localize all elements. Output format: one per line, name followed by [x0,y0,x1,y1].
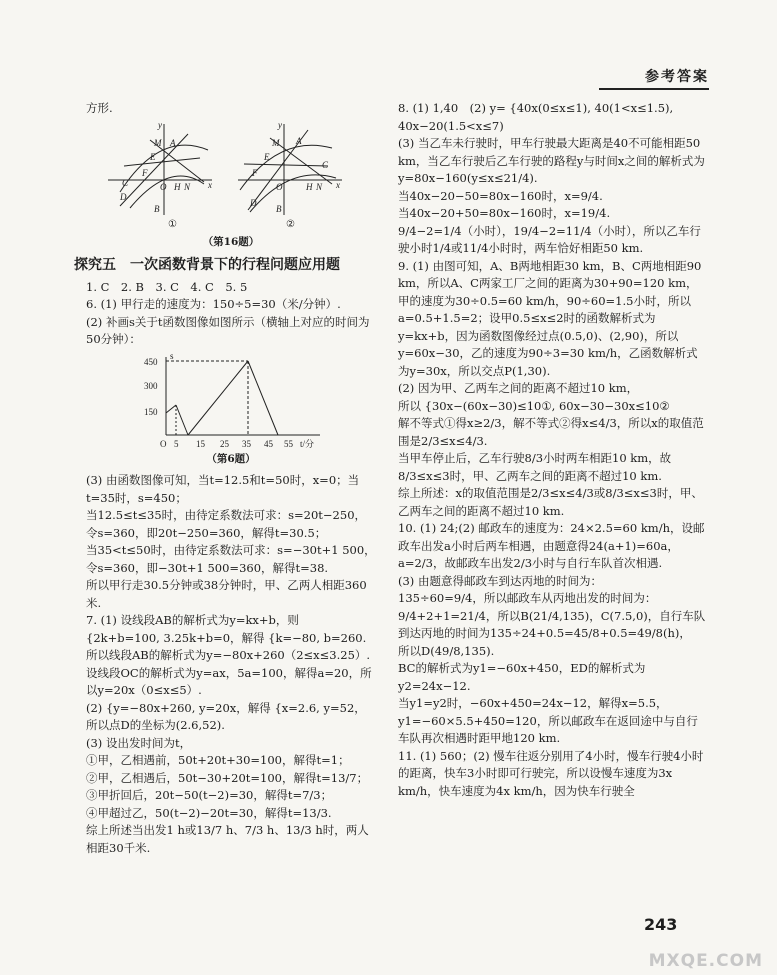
q6-part1: 6. (1) 甲行走的速度为：150÷5=30（米/分钟）. [86,297,341,311]
q10-times: 135÷60=9/4，所以邮政车从丙地出发的时间为：9/4+2+1=21/4，所以B(21/4,135)，C(7.5,0)，自行车队到达丙地的时间为135÷24+0.5=45/8+0.5=49/8(h)， [398,591,706,640]
running-header: 参考答案 [645,69,709,85]
fig16-caption: （第16题） [202,235,260,248]
x-tick-55: 55 [284,438,293,449]
q8-eq1: 当40x−20−50=80x−160时，x=9/4. [398,188,603,203]
x-tick-15: 15 [196,438,205,449]
q9-part1: 9. (1) 由图可知，A、B两地相距30 km，B、C两地相距90 km，所以A、C两家工厂之间的距离为30+90=120 km，甲的速度为30÷0.5=60 km/h，90÷60=1.5小时，所以a=0.5+1.5=2；设甲0.5≤x≤2时的函数解析式为y=kx+b，因为函数图像经过点(0.5,0)、(2,90)，所以y=60x−30，乙的速度为90÷3=30 km/h，乙函数解析式为y=30x，所以交点P(1,30). [398,258,702,378]
q7-oc-line: 设线段OC的解析式为y=ax，5a=100，解得a=20，所以y=20x（0≤x≤5）. [86,665,372,697]
svg-text:x: x [208,179,212,190]
svg-text:y: y [278,119,282,130]
svg-text:D: D [250,197,257,208]
fig16-sub1: ① [168,218,177,230]
q9-system: 所以 {30x−(60x−30)≤10①, 60x−30−30x≤10② [398,398,670,413]
svg-text:A: A [296,135,302,146]
q6-conclusion: 所以甲行走30.5分钟或38分钟时，甲、乙两人相距360米. [86,578,367,610]
answers-1-5: 1. C 2. B 3. C 4. C 5. 5 [86,279,248,294]
y-tick-450: 450 [144,356,158,367]
q7-case3: ③甲折回后，20t−50(t−2)=30，解得t=7/3； [86,788,333,802]
fig16-sub2: ② [286,218,295,230]
svg-text:y: y [158,119,162,130]
svg-text:H: H [174,181,181,192]
x-axis-unit: t/分 [300,438,315,449]
q7-part3: (3) 设出发时间为t， [86,735,192,750]
y-tick-150: 150 [144,406,158,417]
q8-part3: (3) 当乙车未行驶时，甲车行驶最大距离是40不可能相距50 km，当乙车行驶后乙车行驶的路程y与时间x之间的解析式为y=80x−160(y≤x≤21/4). [398,136,705,185]
q9-inequalities: 解不等式①得x≥2/3，解不等式②得x≤4/3，所以x的取值范围是2/3≤x≤4/3. [398,416,704,448]
x-tick-o: O [160,438,167,449]
q10-part3: (3) 由题意得邮政车到达丙地的时间为： [398,573,602,588]
svg-text:O: O [276,181,283,192]
x-tick-45: 45 [264,438,273,449]
q6-part3-case2: 当35<t≤50时，由待定系数法可求：s=−30t+1 500，令s=360，即−30t+1 500=360，解得t=38. [86,543,376,575]
q10-conclusion: 当y1=y2时，−60x+450=24x−12，解得x=5.5，y1=−60×5.5+450=120，所以邮政车在返回途中与自行车队再次相遇时距甲地120 km. [398,696,698,745]
right-column [398,100,708,800]
q8-eq2: 当40x−20+50=80x−160时，x=19/4. [398,206,611,220]
q7-case2: ②甲，乙相遇后，50t−30+20t=100，解得t=13/7； [86,770,369,785]
y-axis-unit: s [170,352,174,361]
q7-ab-line: 所以线段AB的解析式为y=−80x+260（2≤x≤3.25）. [86,648,371,662]
svg-text:E: E [150,151,156,162]
header-rule [599,88,709,90]
q7-case1: ①甲，乙相遇前，50t+20t+30=100，解得t=1； [86,753,350,767]
fangxing-text: 方形. [86,101,113,115]
watermark: MXQE.COM [648,951,763,971]
q10-part1-2: 10. (1) 24;(2) 邮政车的速度为：24×2.5=60 km/h，设邮政车出发a小时后两车相遇，由题意得24(a+1)=60a，a=2/3，故邮政车出发2/3小时与自行车队首次相遇. [398,521,705,570]
svg-text:D: D [120,191,127,202]
x-tick-35: 35 [242,438,251,449]
svg-text:F: F [252,167,258,178]
q6-part2: (2) 补画s关于t函数图像如图所示（横轴上对应的时间为50分钟）： [86,314,370,346]
left-column [74,100,376,857]
q9-after-stop: 当甲车停止后，乙车行驶8/3小时两车相距10 km，故8/3≤x≤3时，甲、乙两车之间的距离不超过10 km. [398,451,672,483]
q9-conclusion: 综上所述：x的取值范围是2/3≤x≤4/3或8/3≤x≤3时，甲、乙两车之间的距离不超过10 km. [398,486,703,518]
q7-part1: 7. (1) 设线段AB的解析式为y=kx+b，则 {2k+b=100, 3.25k+b=0，解得 {k=−80, b=260. [86,613,367,645]
svg-text:O: O [160,181,167,192]
q6-part3: (3) 由函数图像可知，当t=12.5和t=50时，x=0；当t=35时，s=450； [86,473,360,505]
svg-text:B: B [154,203,160,214]
svg-text:F: F [142,167,148,178]
svg-text:A: A [170,137,176,148]
q7-part2: (2) {y=−80x+260, y=20x，解得 {x=2.6, y=52，所以点D的坐标为(2.6,52). [86,700,366,732]
svg-text:N: N [184,181,191,192]
page-number: 243 [644,915,678,934]
q10-point-d: 所以D(49/8,135). [398,643,495,658]
q8-conclusion: 9/4−2=1/4（小时），19/4−2=11/4（小时），所以乙车行驶小时1/4或11/4小时时，两车恰好相距50 km. [398,223,701,255]
q10-lines: BC的解析式为y1=−60x+450，ED的解析式为y2=24x−12. [398,661,646,693]
fig6-caption: （第6题） [206,452,256,465]
x-tick-5: 5 [174,438,179,449]
svg-text:C: C [122,177,129,188]
x-tick-25: 25 [220,438,229,449]
section-title: 探究五 一次函数背景下的行程问题应用题 [74,257,340,273]
svg-text:M: M [154,137,162,148]
q8-part1-2: 8. (1) 1,40 (2) y= {40x(0≤x≤1), 40(1<x≤1.5), 40x−20(1.5<x≤7) [398,101,674,133]
y-tick-300: 300 [144,380,158,391]
q9-part2: (2) 因为甲、乙两车之间的距离不超过10 km， [398,381,639,395]
svg-text:M: M [272,137,280,148]
svg-text:x: x [336,179,340,190]
q7-case4: ④甲超过乙，50(t−2)−20t=30，解得t=13/3. [86,805,332,820]
figure-6-graph [144,353,324,449]
q7-conclusion: 综上所述当出发1 h或13/7 h、7/3 h、13/3 h时，两人相距30千米. [86,823,369,855]
svg-text:H: H [306,181,313,192]
svg-text:E: E [264,151,270,162]
svg-text:N: N [316,181,323,192]
svg-text:B: B [276,203,282,214]
q6-part3-case1: 当12.5≤t≤35时，由待定系数法可求：s=20t−250，令s=360，即20t−250=360，解得t=30.5； [86,508,367,540]
svg-text:C: C [322,159,329,170]
q11-part1-2: 11. (1) 560；(2) 慢车往返分别用了4小时，慢车行驶4小时的距离，快车3小时即可行驶完，所以设慢车速度为3x km/h，快车速度为4x km/h，因为快车行驶全 [398,748,704,798]
figure-16 [100,120,350,220]
